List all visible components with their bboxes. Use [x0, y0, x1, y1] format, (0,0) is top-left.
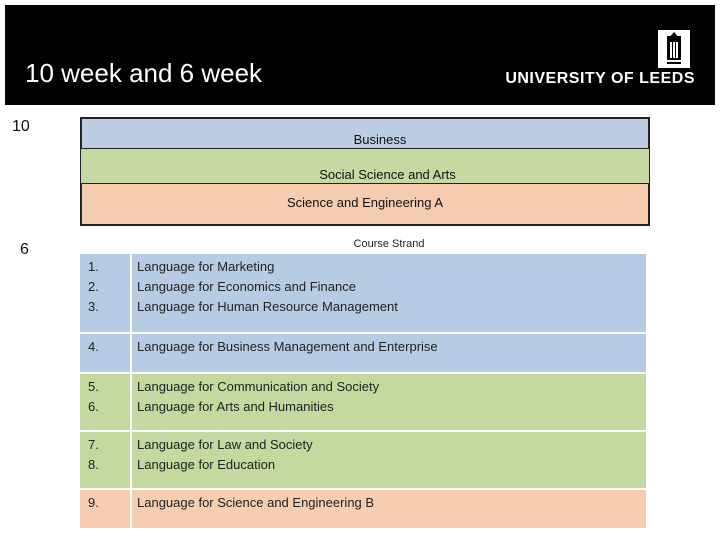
band-science-engineering	[80, 183, 650, 226]
row-numbers	[80, 253, 131, 333]
row-numbers	[80, 373, 131, 431]
row-number: 7.	[88, 437, 99, 452]
parkinson-tower-emblem-icon	[658, 30, 690, 68]
row-number: 6.	[88, 399, 99, 414]
course-name: Language for Law and Society	[137, 437, 313, 452]
course-strand-table	[80, 236, 648, 530]
row-number: 2.	[88, 279, 99, 294]
course-name: Language for Education	[137, 457, 276, 472]
row-number: 9.	[88, 495, 99, 510]
row-courses	[131, 333, 647, 373]
table-header-blank	[80, 236, 131, 253]
table-row	[80, 489, 647, 529]
row-numbers	[80, 431, 131, 489]
course-name: Language for Business Management and Enterprise	[137, 339, 438, 354]
row-number: 1.	[88, 259, 99, 274]
row-number: 5.	[88, 379, 99, 394]
table-row	[80, 373, 647, 431]
band-business	[80, 117, 650, 149]
band-business-label: Business	[353, 132, 407, 147]
course-name: Language for Communication and Society	[137, 379, 380, 394]
course-name: Language for Human Resource Management	[137, 299, 398, 314]
course-name: Language for Economics and Finance	[137, 279, 356, 294]
row-courses	[131, 431, 647, 489]
row-courses	[131, 373, 647, 431]
label-10-week: 10	[12, 118, 30, 135]
row-courses	[131, 253, 647, 333]
table-row	[80, 431, 647, 489]
row-number: 8.	[88, 457, 99, 472]
table-header-course-strand: Course Strand	[131, 236, 647, 253]
band-science-label: Science and Engineering A	[286, 195, 444, 210]
row-numbers	[80, 489, 131, 529]
table-row	[80, 333, 647, 373]
row-numbers	[80, 333, 131, 373]
label-6-week: 6	[20, 241, 29, 258]
row-courses	[131, 489, 647, 529]
logo-text: UNIVERSITY OF LEEDS	[505, 70, 695, 87]
page-title: 10 week and 6 week	[25, 58, 263, 88]
course-name: Language for Science and Engineering B	[137, 495, 375, 510]
course-name: Language for Marketing	[137, 259, 275, 274]
course-name: Language for Arts and Humanities	[137, 399, 334, 414]
university-logo	[505, 30, 695, 96]
row-number: 4.	[88, 339, 99, 354]
band-social-science-arts	[80, 148, 650, 184]
band-social-label: Social Science and Arts	[319, 167, 456, 182]
table-row	[80, 253, 647, 333]
row-number: 3.	[88, 299, 99, 314]
